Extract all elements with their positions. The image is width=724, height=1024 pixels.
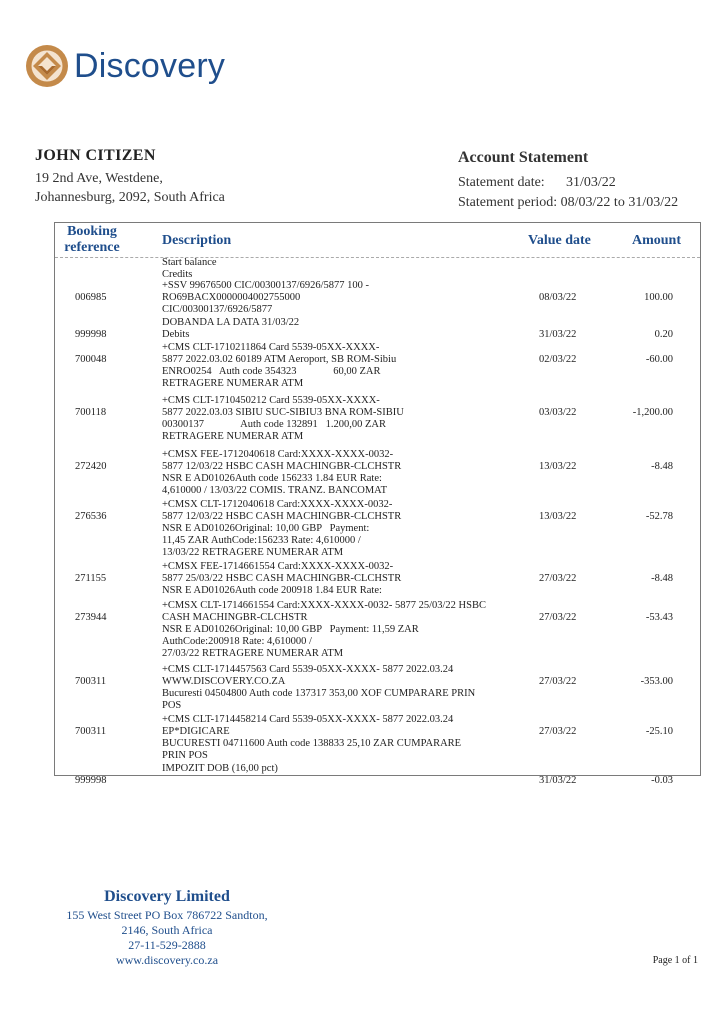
- transaction-description: [162, 317, 522, 341]
- description-line: EP*DIGICARE: [162, 726, 230, 737]
- value-date: 27/03/22: [539, 612, 577, 623]
- description-line: 5877 25/03/22 HSBC CASH MACHINGBR-CLCHSTR: [162, 573, 402, 584]
- holder-address-line1: 19 2nd Ave, Westdene,: [35, 171, 163, 186]
- value-date: 02/03/22: [539, 354, 577, 365]
- value-date: 27/03/22: [539, 573, 577, 584]
- amount: -25.10: [645, 726, 673, 737]
- description-line: NSR E AD01026Auth code 200918 1.84 EUR Rate:: [162, 585, 382, 596]
- description-line: Start balance: [162, 257, 217, 268]
- amount: 0.20: [654, 329, 673, 340]
- description-line: 4,610000 / 13/03/22 COMIS. TRANZ. BANCOMAT: [162, 485, 387, 496]
- description-line: Debits: [162, 329, 190, 340]
- transaction-description: [162, 561, 522, 597]
- statement-title: Account Statement: [458, 149, 589, 166]
- footer-website[interactable]: www.discovery.co.za: [115, 953, 219, 967]
- description-line: +SSV 99676500 CIC/00300137/6926/5877 100 -: [162, 280, 369, 291]
- description-line: 5877 2022.03.02 60189 ATM Aeroport, SB ROM-Sibiu: [162, 354, 397, 365]
- value-date: 03/03/22: [539, 407, 577, 418]
- holder-address-line2: Johannesburg, 2092, South Africa: [35, 190, 225, 205]
- description-line: Bucuresti 04504800 Auth code 137317 353,00 XOF CUMPARARE PRIN: [162, 688, 476, 699]
- account-holder: [35, 147, 225, 207]
- header-booking-line1: Booking: [67, 224, 117, 239]
- booking-reference: 999998: [75, 329, 107, 340]
- description-line: DOBANDA LA DATA 31/03/22: [162, 317, 300, 328]
- booking-reference: 700311: [75, 676, 107, 687]
- amount: -8.48: [651, 461, 673, 472]
- booking-reference: 700311: [75, 726, 107, 737]
- statement-info: [458, 149, 678, 213]
- value-date: 27/03/22: [539, 726, 577, 737]
- description-line: POS: [162, 700, 182, 711]
- booking-reference: 006985: [75, 292, 107, 303]
- booking-reference: 700048: [75, 354, 107, 365]
- value-date: 27/03/22: [539, 676, 577, 687]
- description-line: 13/03/22 RETRAGERE NUMERAR ATM: [162, 547, 344, 558]
- transaction-description: [162, 280, 522, 316]
- description-line: 5877 12/03/22 HSBC CASH MACHINGBR-CLCHSTR: [162, 511, 402, 522]
- statement-period-value: 08/03/22 to 31/03/22: [560, 195, 679, 210]
- booking-reference: 273944: [75, 612, 107, 623]
- amount: 100.00: [644, 292, 673, 303]
- value-date: 08/03/22: [539, 292, 577, 303]
- header-value-date: Value date: [528, 233, 591, 248]
- booking-reference: 272420: [75, 461, 107, 472]
- description-line: +CMS CLT-1710211864 Card 5539-05XX-XXXX-: [162, 342, 380, 353]
- description-line: NSR E AD01026Original: 10,00 GBP Payment:: [162, 523, 370, 534]
- description-line: Credits: [162, 269, 193, 280]
- description-line: +CMS CLT-1714457563 Card 5539-05XX-XXXX- 5877 2022.03.24: [162, 664, 454, 675]
- value-date: 31/03/22: [539, 775, 577, 786]
- transaction-description: [162, 395, 522, 443]
- statement-date-value: 31/03/22: [566, 175, 616, 190]
- description-line: 00300137 Auth code 132891 1.200,00 ZAR: [162, 419, 386, 430]
- booking-reference: 276536: [75, 511, 107, 522]
- brand-name: Discovery: [74, 46, 226, 85]
- description-line: CASH MACHINGBR-CLCHSTR: [162, 612, 308, 623]
- description-line: WWW.DISCOVERY.CO.ZA: [162, 676, 286, 687]
- value-date: 31/03/22: [539, 329, 577, 340]
- header-amount: Amount: [632, 233, 682, 248]
- amount: -52.78: [645, 511, 673, 522]
- description-line: CIC/00300137/6926/5877: [162, 304, 273, 315]
- description-line: ENRO0254 Auth code 354323 60,00 ZAR: [162, 366, 381, 377]
- amount: -8.48: [651, 573, 673, 584]
- amount: -53.43: [645, 612, 673, 623]
- transaction-description: [162, 342, 522, 390]
- description-line: 5877 12/03/22 HSBC CASH MACHINGBR-CLCHSTR: [162, 461, 402, 472]
- statement-date-label: Statement date:: [458, 175, 545, 190]
- footer-phone: 27-11-529-2888: [128, 938, 206, 952]
- transaction-description: [162, 499, 522, 559]
- value-date: 13/03/22: [539, 511, 577, 522]
- description-line: IMPOZIT DOB (16,00 pct): [162, 763, 278, 774]
- description-line: PRIN POS: [162, 750, 208, 761]
- description-line: NSR E AD01026Auth code 156233 1.84 EUR Rate:: [162, 473, 382, 484]
- amount: -0.03: [651, 775, 673, 786]
- description-line: RETRAGERE NUMERAR ATM: [162, 431, 304, 442]
- description-line: +CMSX FEE-1712040618 Card:XXXX-XXXX-0032-: [162, 449, 394, 460]
- footer-company-name: Discovery Limited: [104, 888, 230, 905]
- amount: -353.00: [640, 676, 673, 687]
- description-line: 27/03/22 RETRAGERE NUMERAR ATM: [162, 648, 344, 659]
- discovery-logo: [25, 44, 225, 88]
- amount: -60.00: [645, 354, 673, 365]
- amount: -1,200.00: [632, 407, 673, 418]
- footer-address-line1: 155 West Street PO Box 786722 Sandton,: [66, 908, 268, 922]
- description-line: RO69BACX0000004002755000: [162, 292, 301, 303]
- description-line: 11,45 ZAR AuthCode:156233 Rate: 4,610000 /: [162, 535, 361, 546]
- description-line: +CMSX CLT-1712040618 Card:XXXX-XXXX-0032-: [162, 499, 393, 510]
- statement-date-row: [458, 173, 678, 193]
- company-footer: [63, 888, 271, 968]
- description-line: 5877 2022.03.03 SIBIU SUC-SIBIU3 BNA ROM-SIBIU: [162, 407, 404, 418]
- page-number: Page 1 of 1: [652, 955, 698, 966]
- description-line: RETRAGERE NUMERAR ATM: [162, 378, 304, 389]
- transaction-description: [162, 664, 522, 712]
- booking-reference: 271155: [75, 573, 107, 584]
- transaction-description: [162, 449, 522, 497]
- booking-reference: 700118: [75, 407, 107, 418]
- transactions-table: [54, 222, 701, 786]
- footer-address-line2: 2146, South Africa: [121, 923, 213, 937]
- description-line: AuthCode:200918 Rate: 4,610000 /: [162, 636, 312, 647]
- description-line: +CMSX CLT-1714661554 Card:XXXX-XXXX-0032- 5877 25/03/22 HSBC: [162, 600, 486, 611]
- holder-name: JOHN CITIZEN: [35, 147, 156, 164]
- description-line: NSR E AD01026Original: 10,00 GBP Payment: 11,59 ZAR: [162, 624, 419, 635]
- discovery-diamond-logo-icon: [25, 44, 69, 88]
- transaction-description: [162, 763, 522, 775]
- statement-period-label: Statement period:: [458, 195, 558, 210]
- description-line: BUCURESTI 04711600 Auth code 138833 25,10 ZAR CUMPARARE: [162, 738, 462, 749]
- transaction-description: [162, 600, 522, 660]
- description-line: +CMSX FEE-1714661554 Card:XXXX-XXXX-0032-: [162, 561, 394, 572]
- description-line: +CMS CLT-1710450212 Card 5539-05XX-XXXX-: [162, 395, 380, 406]
- header-booking-line2: reference: [64, 240, 120, 255]
- transaction-description: [162, 714, 522, 762]
- booking-reference: 999998: [75, 775, 107, 786]
- statement-period-row: [458, 193, 678, 213]
- header-description: Description: [162, 233, 232, 248]
- header-booking-reference: [63, 224, 121, 256]
- value-date: 13/03/22: [539, 461, 577, 472]
- description-line: +CMS CLT-1714458214 Card 5539-05XX-XXXX- 5877 2022.03.24: [162, 714, 454, 725]
- transaction-description: [162, 257, 522, 281]
